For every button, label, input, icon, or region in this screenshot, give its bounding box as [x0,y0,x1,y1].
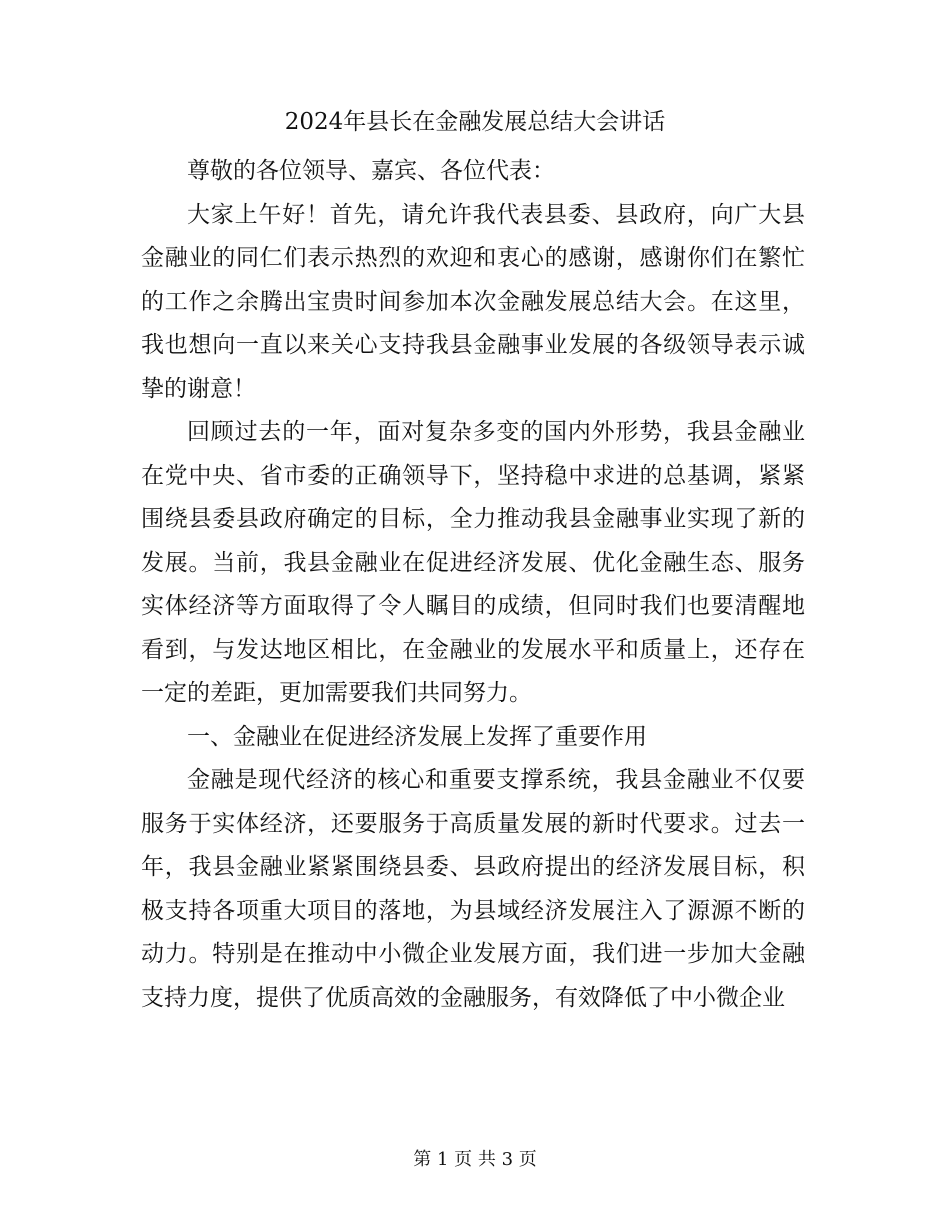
section-heading: 一、金融业在促进经济发展上发挥了重要作用 [187,723,647,750]
document-body [141,150,805,1020]
opening-paragraph: 大家上午好！首先，请允许我代表县委、县政府，向广大县金融业的同仁们表示热烈的欢迎和衷心的感谢，感谢你们在繁忙的工作之余腾出宝贵时间参加本次金融发展总结大会。在这里，我也想向一直以来关心支持我县金融事业发展的各级领导表示诚挚的谢意！ [141,201,805,402]
section-paragraph: 金融是现代经济的核心和重要支撑系统，我县金融业不仅要服务于实体经济，还要服务于高质量发展的新时代要求。过去一年，我县金融业紧紧围绕县委、县政府提出的经济发展目标，积极支持各项重大项目的落地，为县域经济发展注入了源源不断的动力。特别是在推动中小微企业发展方面，我们进一步加大金融支持力度，提供了优质高效的金融服务，有效降低了中小微企业 [141,767,805,1011]
salutation-paragraph: 尊敬的各位领导、嘉宾、各位代表： [187,158,555,184]
review-paragraph: 回顾过去的一年，面对复杂多变的国内外形势，我县金融业在党中央、省市委的正确领导下，坚持稳中求进的总基调，紧紧围绕县委县政府确定的目标，全力推动我县金融事业实现了新的发展。当前，我县金融业在促进经济发展、优化金融生态、服务实体经济等方面取得了令人瞩目的成绩，但同时我们也要清醒地看到，与发达地区相比，在金融业的发展水平和质量上，还存在一定的差距，更加需要我们共同努力。 [141,419,805,706]
page-number-footer: 第 1 页 共 3 页 [413,1149,537,1170]
document-title: 2024年县长在金融发展总结大会讲话 [284,109,666,135]
